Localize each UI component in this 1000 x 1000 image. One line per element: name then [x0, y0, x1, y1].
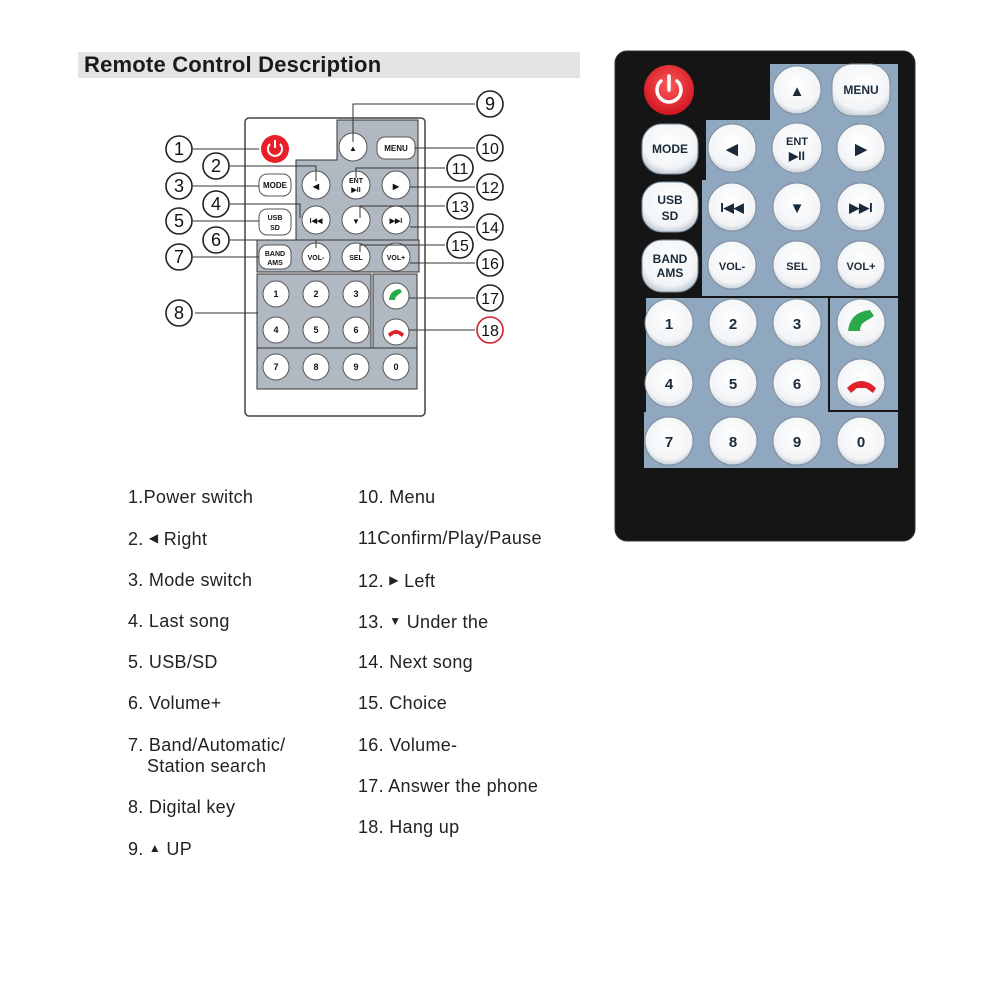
legend-item-11: 11Confirm/Play/Pause [358, 528, 542, 548]
diagram-mode-label: MODE [263, 181, 287, 190]
legend-item-14: 14. Next song [358, 652, 473, 672]
svg-text:2: 2 [313, 289, 319, 299]
photo-ams-label: AMS [656, 266, 684, 280]
svg-text:6: 6 [210, 230, 222, 250]
photo-ent-button [772, 123, 822, 173]
svg-text:4: 4 [664, 376, 674, 393]
svg-text:7: 7 [273, 362, 279, 372]
svg-text:2: 2 [728, 316, 738, 333]
up-arrow-icon: ▲ [148, 841, 162, 855]
svg-text:6: 6 [792, 376, 802, 393]
svg-text:4: 4 [210, 194, 222, 214]
photo-right-label: ▶ [855, 141, 867, 158]
down-arrow-icon: ▼ [389, 614, 402, 628]
legend-item-8: 8. Digital key [128, 797, 236, 817]
photo-ent-label: ENT [786, 136, 808, 148]
photo-down-label: ▼ [789, 200, 805, 217]
svg-text:1: 1 [273, 289, 279, 299]
svg-text:5: 5 [728, 376, 738, 393]
photo-menu-label: MENU [843, 83, 879, 97]
left-arrow-icon: ◀ [148, 531, 159, 545]
photo-next-label: ▶▶I [849, 200, 873, 215]
diagram-play-pause-label: ▶II [351, 187, 361, 194]
svg-text:10: 10 [481, 141, 499, 158]
diagram-up-label: ▲ [349, 144, 357, 153]
svg-text:11: 11 [451, 161, 469, 178]
diagram-menu-label: MENU [384, 144, 408, 153]
svg-text:8: 8 [728, 434, 738, 451]
svg-text:7: 7 [664, 434, 674, 451]
svg-text:0: 0 [393, 362, 399, 372]
svg-text:5: 5 [173, 211, 185, 231]
legend-item-12: 12. ▶ Left [358, 571, 436, 591]
legend-item-4: 4. Last song [128, 611, 230, 631]
svg-text:16: 16 [481, 256, 499, 273]
svg-text:2: 2 [210, 156, 222, 176]
diagram-left-label: ◀ [312, 182, 320, 191]
legend-item-3: 3. Mode switch [128, 570, 253, 590]
svg-text:18: 18 [481, 323, 499, 340]
diagram-volminus-label: VOL- [307, 255, 325, 262]
remote-photo [614, 50, 916, 542]
right-arrow-icon: ▶ [389, 573, 399, 587]
photo-volplus-label: VOL+ [846, 261, 876, 273]
svg-text:6: 6 [353, 325, 359, 335]
svg-text:17: 17 [481, 291, 499, 308]
svg-text:3: 3 [173, 176, 185, 196]
legend-item-1: 1.Power switch [128, 487, 254, 507]
diagram-sel-label: SEL [349, 255, 363, 262]
legend-item-2: 2. ◀ Right [128, 529, 208, 549]
svg-text:5: 5 [313, 325, 319, 335]
legend-item-15: 15. Choice [358, 693, 448, 713]
svg-text:9: 9 [353, 362, 359, 372]
diagram-right-label: ▶ [392, 182, 400, 191]
svg-text:15: 15 [451, 238, 469, 255]
photo-prev-label: I◀◀ [720, 200, 744, 215]
svg-text:13: 13 [451, 199, 469, 216]
svg-text:12: 12 [481, 180, 499, 197]
legend-item-7-continued: Station search [147, 756, 267, 776]
diagram-volplus-label: VOL+ [386, 255, 406, 262]
diagram-usb-label: USB [267, 215, 283, 222]
legend-item-5: 5. USB/SD [128, 652, 218, 672]
svg-text:0: 0 [856, 434, 866, 451]
diagram-ent-label: ENT [349, 178, 363, 185]
svg-text:4: 4 [273, 325, 279, 335]
svg-text:3: 3 [353, 289, 359, 299]
legend-item-10: 10. Menu [358, 487, 436, 507]
diagram-ams-label: AMS [267, 260, 283, 267]
photo-usb-button [642, 182, 698, 232]
photo-sd-label: SD [661, 209, 679, 223]
legend-item-7: 7. Band/Automatic/ [128, 735, 286, 755]
photo-sel-label: SEL [786, 261, 808, 273]
photo-play-pause-label: ▶II [789, 149, 805, 163]
photo-usb-label: USB [657, 193, 683, 207]
svg-text:1: 1 [664, 316, 674, 333]
legend-item-16: 16. Volume- [358, 735, 458, 755]
svg-text:7: 7 [173, 247, 185, 267]
svg-text:14: 14 [481, 220, 499, 237]
page-title: Remote Control Description [84, 52, 382, 77]
svg-text:1: 1 [173, 139, 185, 159]
svg-text:3: 3 [792, 316, 802, 333]
diagram-next-label: ▶▶I [389, 218, 403, 225]
legend-item-18: 18. Hang up [358, 817, 460, 837]
photo-volminus-label: VOL- [718, 261, 746, 273]
photo-left-label: ◀ [726, 141, 738, 158]
legend-item-13: 13. ▼ Under the [358, 612, 489, 632]
diagram-prev-label: I◀◀ [309, 218, 323, 225]
legend-item-9: 9. ▲ UP [128, 839, 193, 859]
diagram-sd-label: SD [270, 225, 280, 232]
svg-text:9: 9 [484, 94, 496, 114]
legend-item-17: 17. Answer the phone [358, 776, 539, 796]
legend-item-6: 6. Volume+ [128, 693, 222, 713]
svg-text:8: 8 [173, 303, 185, 323]
svg-text:8: 8 [313, 362, 319, 372]
photo-mode-label: MODE [652, 142, 688, 156]
diagram-down-label: ▼ [352, 217, 360, 226]
photo-up-label: ▲ [789, 83, 805, 100]
photo-band-label: BAND [652, 252, 688, 266]
photo-power-button [644, 65, 694, 115]
diagram-band-label: BAND [264, 251, 286, 258]
svg-text:9: 9 [792, 434, 802, 451]
